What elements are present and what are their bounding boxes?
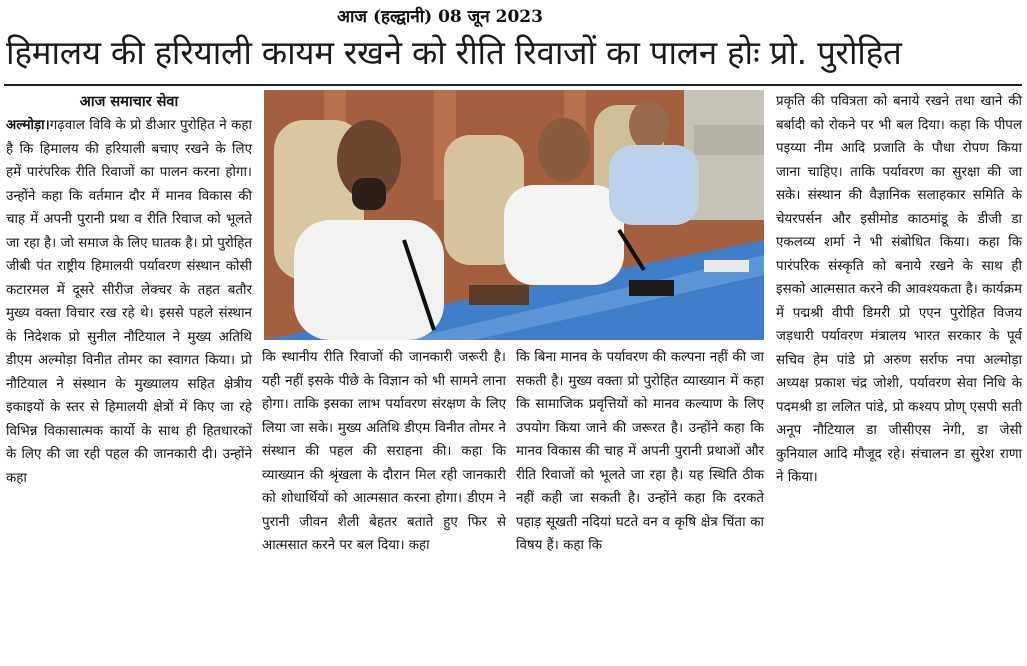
article-column-3 (516, 346, 764, 660)
article-column-2 (262, 346, 506, 660)
article-headline: हिमालय की हरियाली कायम रखने को रीति रिवाजों का पालन होः प्रो. पुरोहित (6, 33, 902, 72)
column-1-text: गढ़वाल विवि के प्रो डीआर पुरोहित ने कहा है कि हिमालय की हरियाली बचाए रखने के लिए हमें पारंपरिक रीति रिवाजों का पालन करना होगा। उन्होंने कहा कि वर्तमान दौर में मानव विकास की चाह में अपनी पुरानी प्रथा व रीति रिवाज को भूलते जा रहा है। जो समाज के लिए घातक है। प्रो पुरोहित जीबी पंत राष्ट्रीय हिमालयी पर्यावरण संस्थान कोसी कटारमल में दूसरे सीरीज लेक्चर के तहत बतौर मुख्य वक्ता विचार रख रहे थे। इससे पहले संस्थान के निदेशक प्रो सुनील नौटियाल ने मुख्य अतिथि डीएम अल्मोड़ा विनीत तोमर का स्वागत किया। प्रो नौटियाल ने संस्थान के मुख्यालय सहित क्षेत्रीय इकाइयों के स्तर से हिमालयी क्षेत्रों में किए जा रहे विभिन्न विकासात्मक कार्यो के साथ ही हितधारकों के लिए की जा रही पहल की जानकारी दी। उन्होंने कहा (6, 118, 252, 486)
article-photo (264, 90, 764, 340)
article-byline: आज समाचार सेवा (79, 94, 179, 110)
column-3-text: कि बिना मानव के पर्यावरण की कल्पना नहीं की जा सकती है। मुख्य वक्ता प्रो पुरोहित व्याख्यान में कहा कि सामाजिक प्रवृत्तियों को मानव कल्याण के लिए उपयोग किया जाने की जरूरत है। उन्होंने कहा कि मानव विकास की चाह में अपनी पुरानी प्रथाओं और रीति रिवाजों को भूलते जा रहा है। यह स्थिति ठीक नहीं कही जा सकती है। उन्होंने कहा कि दरकते पहाड़ सूखती नदियां घटते वन व कृषि क्षेत्र चिंता का विषय हैं। कहा कि (516, 350, 764, 553)
column-4-text: प्रकृति की पवित्रता को बनाये रखने तथा खाने की बर्बादी को रोकने पर भी बल दिया। कहा कि पीपल पइय्या नीम आदि प्रजाति के पौधा रोपण किया जाना चाहिए। ताकि पर्यावरण का सुरक्षा की जा सके। संस्थान की वैज्ञानिक सलाहकार समिति के चेयरपर्सन और इसीमोड काठमांडू के डीजी डा एकलव्य शर्मा ने भी संबोधित किया। कहा कि पारंपरिक संस्कृति को बनाये रखने के साथ ही इसको आत्मसात करने की आवश्यकता है। कार्यक्रम में पद्मश्री वीपी डिमरी प्रो एएन पुरोहित विजय जड़धारी पर्यावरण मंत्रालय भारत सरकार के पूर्व सचिव हेम पांडे प्रो अरुण सर्राफ नपा अल्मोड़ा अध्यक्ष प्रकाश चंद्र जोशी, पर्यावरण सेवा निधि के पदमश्री डा ललित पांडे, प्रो कश्यप प्रोण् एसपी सती अनूप नौटियाल डा जीसीएस नेगी, डा जेसी कुनियाल आदि मौजूद रहे। संचालन डा सुरेश राणा ने किया। (776, 94, 1022, 485)
meeting-photo-illustration (264, 90, 764, 340)
article-column-4 (776, 90, 1022, 660)
article-place: अल्मोड़ा। (6, 118, 50, 133)
column-2-text: कि स्थानीय रीति रिवाजों की जानकारी जरूरी है। यही नहीं इसके पीछे के विज्ञान को भी सामने लाना होगा। ताकि इसका लाभ पर्यावरण संरक्षण के लिए लिया जा सके। मुख्य अतिथि डीएम विनीत तोमर ने संस्थान की पहल की सराहना की। कहा कि व्याख्यान की श्रृंखला के दौरान मिल रही जानकारी को शोधार्थियों को आत्मसात करना होगा। डीएम ने पुरानी जीवन शैली बेहतर बताते हुए फिर से आत्मसात करने पर बल दिया। कहा (262, 350, 506, 553)
article-column-1 (6, 90, 252, 660)
headline-rule (4, 84, 1022, 86)
newspaper-dateline: आज (हल्द्वानी) 08 जून 2023 (337, 7, 543, 27)
article-lead-paragraph (6, 114, 252, 490)
